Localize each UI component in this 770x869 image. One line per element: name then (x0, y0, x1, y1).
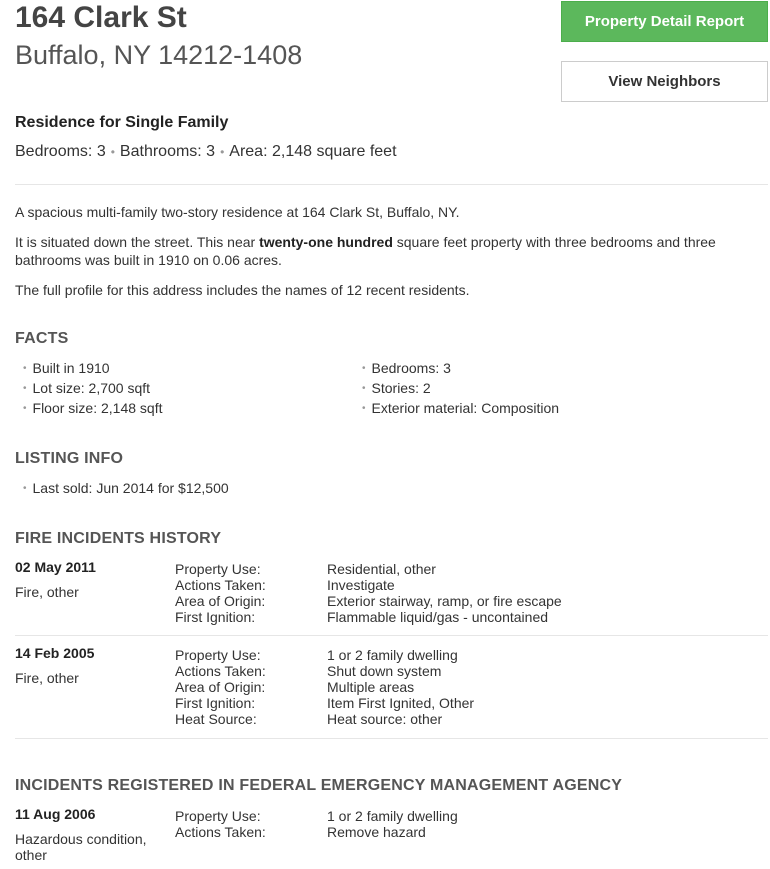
bullet: • (23, 403, 27, 414)
divider (15, 738, 768, 739)
fact-item (362, 398, 559, 421)
property-stats (15, 143, 397, 161)
fact-text: Lot size: 2,700 sqft (32, 380, 151, 396)
incident-value: Heat source: other (327, 711, 443, 727)
description-paragraph-2 (15, 233, 765, 269)
fact-text: Bedrooms: 3 (371, 360, 451, 376)
incident-value: Investigate (327, 577, 395, 593)
incident-value: 1 or 2 family dwelling (327, 808, 458, 824)
area-stat: Area: 2,148 square feet (229, 143, 397, 160)
incident-label: First Ignition: (175, 695, 256, 711)
view-neighbors-button[interactable]: View Neighbors (561, 61, 768, 102)
city-state-zip: Buffalo, NY 14212-1408 (15, 40, 303, 70)
fema-incidents-title: INCIDENTS REGISTERED IN FEDERAL EMERGENCY MANAGEMENT AGENCY (15, 777, 623, 794)
incident-value: Exterior stairway, ramp, or fire escape (327, 593, 562, 609)
fact-text: Floor size: 2,148 sqft (32, 400, 163, 416)
bullet: • (23, 483, 27, 494)
listing-info-title: LISTING INFO (15, 450, 124, 467)
incident-label: Actions Taken: (175, 577, 266, 593)
description-text: It is situated down the street. This near (15, 234, 260, 250)
bullet: • (362, 403, 366, 414)
facts-title: FACTS (15, 330, 69, 347)
fact-text: Exterior material: Composition (371, 400, 560, 416)
description-paragraph-3: The full profile for this address includes the names of 12 recent residents. (15, 282, 470, 298)
incident-label: Area of Origin: (175, 679, 266, 695)
incident-type: Fire, other (15, 670, 79, 686)
incident-date: 11 Aug 2006 (15, 806, 96, 822)
incident-value: Flammable liquid/gas - uncontained (327, 609, 549, 625)
address-header (15, 0, 302, 74)
description-emphasis: twenty-one hundred (259, 234, 393, 250)
incident-label: Property Use: (175, 647, 261, 663)
property-detail-report-button[interactable]: Property Detail Report (561, 1, 768, 42)
divider (15, 184, 768, 185)
bedrooms-stat: Bedrooms: 3 (15, 143, 106, 160)
divider (15, 635, 768, 636)
bullet: • (362, 383, 366, 394)
incident-type: Hazardous condition, (15, 831, 147, 847)
separator-dot: • (110, 145, 115, 159)
incident-label: Actions Taken: (175, 663, 266, 679)
incident-value: Shut down system (327, 663, 442, 679)
incident-label: Property Use: (175, 808, 261, 824)
incident-label: Heat Source: (175, 711, 257, 727)
bullet: • (23, 363, 27, 374)
fact-item (23, 398, 162, 421)
incident-label: Property Use: (175, 561, 261, 577)
bullet: • (362, 363, 366, 374)
incident-type: other (15, 847, 47, 863)
incident-date: 02 May 2011 (15, 559, 96, 575)
fact-text: Built in 1910 (32, 360, 110, 376)
street-address: 164 Clark St (15, 1, 187, 34)
incident-value: Multiple areas (327, 679, 415, 695)
bathrooms-stat: Bathrooms: 3 (119, 143, 216, 160)
incident-value: Item First Ignited, Other (327, 695, 475, 711)
incident-type: Fire, other (15, 584, 79, 600)
incident-label: Actions Taken: (175, 824, 266, 840)
fire-incidents-title: FIRE INCIDENTS HISTORY (15, 530, 222, 547)
incident-label: First Ignition: (175, 609, 256, 625)
listing-text: Last sold: Jun 2014 for $12,500 (32, 480, 229, 496)
incident-label: Area of Origin: (175, 593, 266, 609)
incident-value: 1 or 2 family dwelling (327, 647, 458, 663)
description-paragraph-1: A spacious multi-family two-story residence at 164 Clark St, Buffalo, NY. (15, 204, 460, 220)
description-text: square feet property with three bedrooms and three bathrooms was built in 1910 on 0.06 acres. (15, 234, 716, 268)
listing-item (23, 478, 229, 501)
incident-value: Remove hazard (327, 824, 426, 840)
property-type: Residence for Single Family (15, 114, 229, 131)
separator-dot: • (220, 145, 225, 159)
incident-date: 14 Feb 2005 (15, 645, 95, 661)
bullet: • (23, 383, 27, 394)
incident-value: Residential, other (327, 561, 436, 577)
fact-text: Stories: 2 (371, 380, 431, 396)
